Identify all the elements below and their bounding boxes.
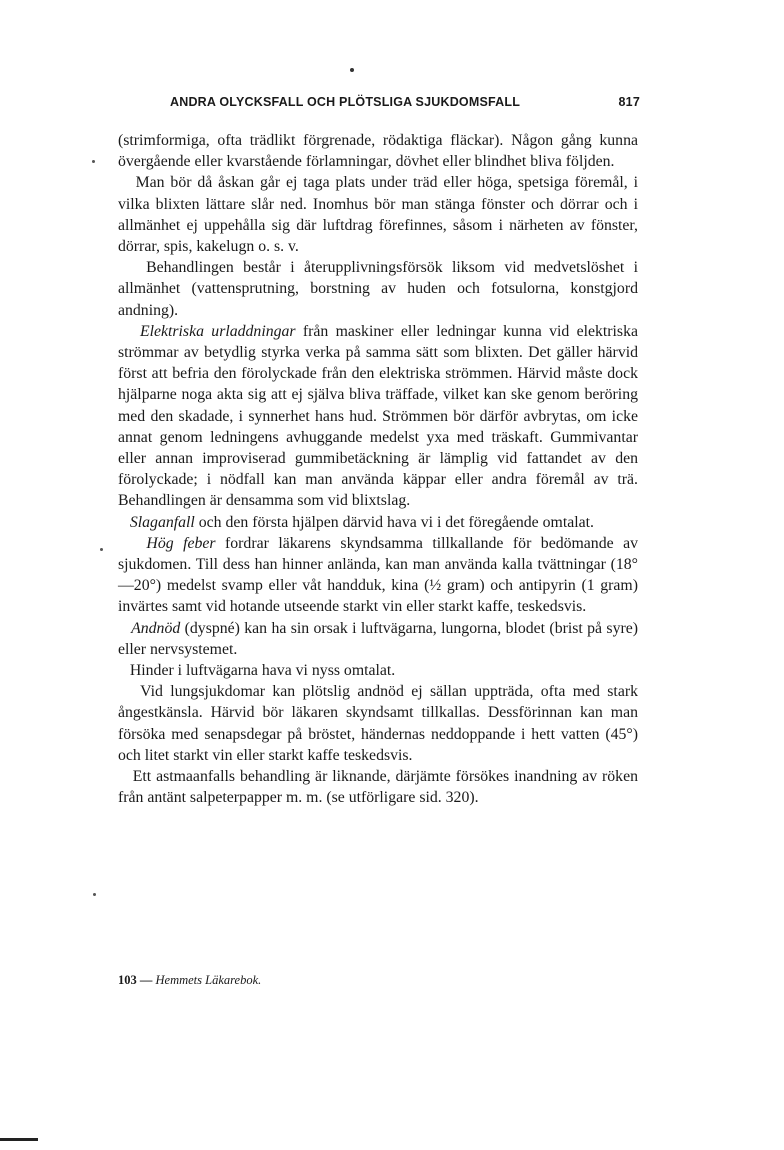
paragraph: Hög feber fordrar läkarens skyndsamma tillkallande för bedömande av sjukdomen. Till dess han hinner anlända, kan man använda kalla tvättningar (18°—20°) medelst svamp eller våt handduk, kina (½ gram) och antipyrin (1 gram) invärtes samt vid hotande utseende starkt vin eller starkt kaffe, teskedsvis. xyxy=(118,534,638,616)
paragraph: Behandlingen består i återupplivningsförsök liksom vid medvetslöshet i allmänhet (vattensprutning, borstning av huden och fotsulorna, konstgjord andning). xyxy=(118,259,638,319)
section-term: Andnöd xyxy=(131,619,181,637)
paragraph: Ett astmaanfalls behandling är liknande, därjämte försökes inandning av röken från antänt salpeterpapper m. m. (se utförligare sid. 320). xyxy=(118,768,638,807)
section-term: Elektriska urladdningar xyxy=(139,322,296,340)
paragraph: Elektriska urladdningar från maskiner eller ledningar kunna vid elektriska strömmar av betydlig styrka verka på samma sätt som blixten. Det gäller härvid först att befria den förolyckade från den elektriska strömmen. Härvid måste dock hjälparne noga akta sig att ej själva bliva träffade, vilket kan ske genom beröring med den skadade, i synnerhet hans hud. Strömmen bör därför avbrytas, om icke annat genom ledningens avhuggande medelst yxa med träskaft. Gummivantar eller annan improviserad gummibetäckning är lämplig vid fattandet av den förolyckade; i nödfall kan man använda käppar eller andra föremål av trä. Behandlingen är densamma som vid blixtslag. xyxy=(118,322,638,510)
page-footer xyxy=(118,973,261,988)
paragraph: Vid lungsjukdomar kan plötslig andnöd ej sällan uppträda, ofta med stark ångestkänsla. Härvid bör läkaren skyndsamt tillkallas. Dessförinnan kan man försöka med senapsdegar på bröstet, händernas neddoppande i hett vatten (45°) och litet starkt vin eller starkt kaffe teskedsvis. xyxy=(118,683,638,764)
paragraph: Slaganfall och den första hjälpen därvid hava vi i det föregående omtalat. xyxy=(129,513,594,531)
paragraph: (strimformiga, ofta trädlikt förgrenade, rödaktiga fläckar). Någon gång kunna övergående eller kvarstående förlamningar, dövhet eller blindhet bliva följden. xyxy=(118,132,638,171)
scan-edge-mark xyxy=(0,1138,38,1141)
scan-speck xyxy=(92,160,95,163)
paragraph: Andnöd (dyspné) kan ha sin orsak i luftvägarna, lungorna, blodet (brist på syre) eller nervsystemet. xyxy=(118,619,638,658)
paragraph: Hinder i luftvägarna hava vi nyss omtalat. xyxy=(129,662,396,680)
section-term: Slaganfall xyxy=(129,513,195,531)
header-title: ANDRA OLYCKSFALL OCH PLÖTSLIGA SJUKDOMSFALL xyxy=(170,95,521,109)
running-header xyxy=(170,95,640,109)
scan-speck xyxy=(93,893,96,896)
scan-speck xyxy=(350,68,354,72)
signature-mark: 103 — xyxy=(118,973,153,987)
book-title: Hemmets Läkarebok. xyxy=(155,973,262,987)
page-number: 817 xyxy=(618,95,640,109)
page-body xyxy=(118,130,638,809)
paragraph: Man bör då åskan går ej taga plats under träd eller höga, spetsiga föremål, i vilka blixten lättare slår ned. Inomhus bör man stänga fönster och dörrar och i allmänhet ej uppehålla sig där luftdrag förefinnes, såsom i närheten av fönster, dörrar, spis, kakelugn o. s. v. xyxy=(118,174,638,256)
scan-speck xyxy=(100,548,103,551)
section-term: Hög feber xyxy=(146,534,216,552)
